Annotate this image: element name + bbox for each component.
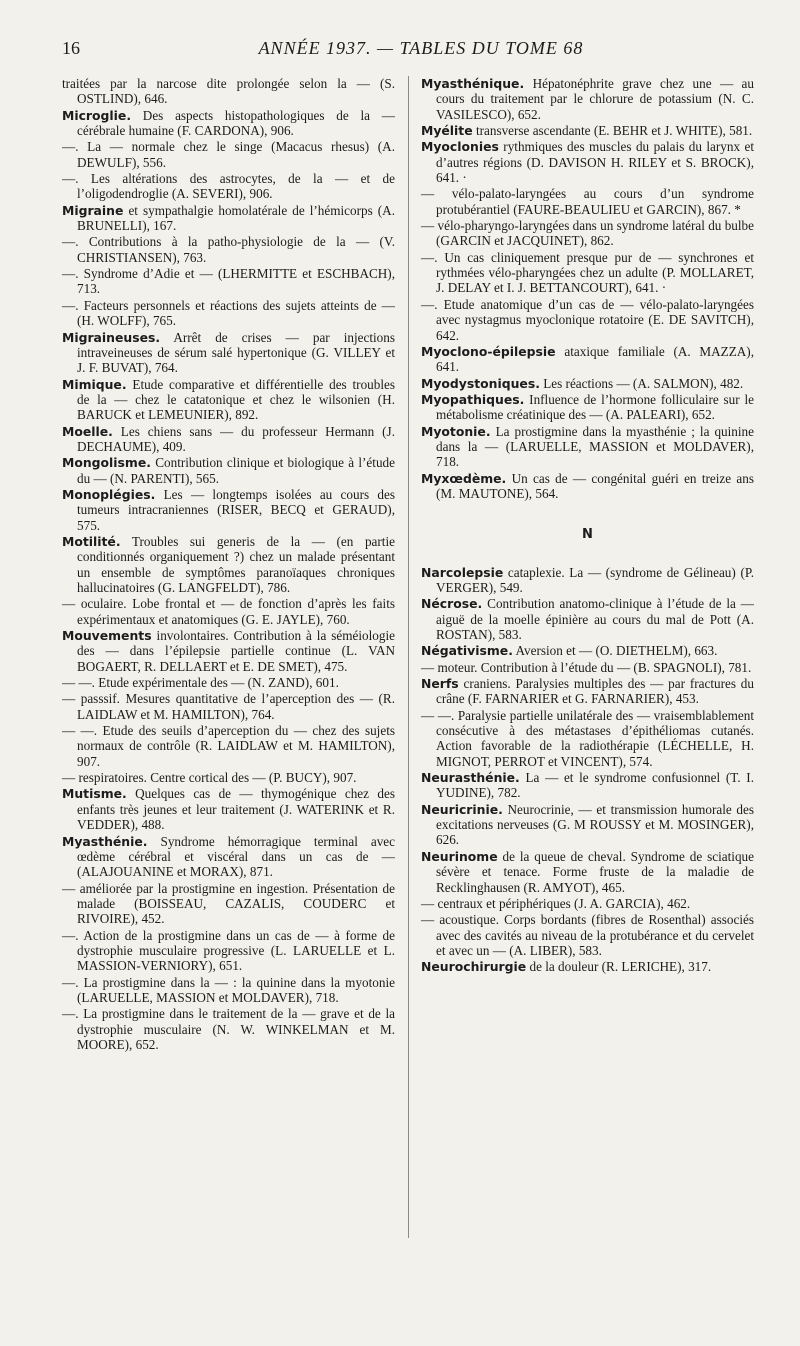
right-column-m-entries <box>421 76 754 501</box>
index-entry <box>62 596 395 627</box>
index-entry <box>62 628 395 674</box>
column-divider <box>408 76 409 1238</box>
index-entry <box>62 928 395 974</box>
entry-headword: Neurochirurgie <box>421 959 527 975</box>
index-entry <box>421 139 754 185</box>
index-entry <box>421 250 754 296</box>
entry-text: — moteur. Contribution à l’étude du — (B. SPAGNOLI), 781. <box>421 659 752 675</box>
entry-headword: Narcolepsie <box>421 564 504 580</box>
entry-text: — respiratoires. Centre cortical des — (P. BUCY), 907. <box>62 770 357 786</box>
index-entry <box>62 76 395 107</box>
index-entry <box>421 959 754 974</box>
page-header <box>62 38 780 64</box>
entry-text: cataplexie. La — (syndrome de Gélineau) (P. VERGER), 549. <box>436 564 754 595</box>
running-title: ANNÉE 1937. — TABLES DU TOME 68 <box>258 38 584 58</box>
entry-headword: Mutisme. <box>62 786 127 802</box>
entry-text: Contribution clinique et biologique à l’étude du — (N. PARENTI), 565. <box>77 455 395 486</box>
index-entry <box>62 203 395 234</box>
index-entry <box>62 786 395 832</box>
entry-text: Des aspects histopathologiques de la — cérébrale humaine (F. CARDONA), 906. <box>77 107 395 139</box>
index-entry <box>421 76 754 122</box>
entry-text: — oculaire. Lobe frontal et — de fonction d’après les faits expérimentaux et anatomiques (G. E. JAYLE), 760. <box>62 596 395 627</box>
entry-headword: Migraineuses. <box>62 329 161 345</box>
entry-headword: Neurasthénie. <box>421 770 520 786</box>
index-entry <box>62 487 395 533</box>
entry-text: Aversion et — (O. DIETHELM), 663. <box>515 643 718 659</box>
index-entry <box>62 139 395 170</box>
entry-text: Neurocrinie, — et transmission humorale des excitations nerveuses (G. M ROUSSY et M. MOSINGER), 626. <box>436 801 754 848</box>
index-entry <box>62 1006 395 1052</box>
entry-text: Quelques cas de — thymogénique chez des enfants très jeunes et leur traitement (J. WATERINK et R. VEDDER), 488. <box>77 786 395 833</box>
index-entry <box>421 896 754 911</box>
entry-headword: Neuricrinie. <box>421 801 503 817</box>
index-entry <box>62 298 395 329</box>
entry-text: — acoustique. Corps bordants (fibres de Rosenthal) associés avec des cavités au niveau de la protubérance et du cervelet et avec un — (A. LIBER), 583. <box>421 912 754 958</box>
index-entry <box>62 424 395 455</box>
right-column-n-entries <box>421 565 754 975</box>
entry-text: —. La prostigmine dans le traitement de la — grave et de la dystrophie musculaire (N. W. WINKELMAN et M. MOORE), 652. <box>62 1006 395 1052</box>
entry-text: Troubles sui generis de la — (en partie conditionnés organiquement ?) chez un malade présentant un ensemble de symptômes paranoïaques chroniques hallucinatoires (G. LANGFELDT), 786. <box>77 533 395 595</box>
index-entry <box>421 660 754 675</box>
index-entry <box>62 455 395 486</box>
entry-text: —. Action de la prostigmine dans un cas de — à forme de dystrophie musculaire progressive (L. LARUELLE et L. MASSION-VERNIORY), 651. <box>62 927 395 974</box>
entry-text: Contribution anatomo-clinique à l’étude de la — aiguë de la moelle épinière au cours du mal de Pott (A. ROSTAN), 583. <box>436 596 754 642</box>
index-entry <box>62 691 395 722</box>
entry-text: craniens. Paralysies multiples des — par fractures du crâne (F. FARNARIER et G. FARNARIER), 453. <box>436 676 754 707</box>
entry-headword: Myotonie. <box>421 423 491 439</box>
entry-text: — —. Etude expérimentale des — (N. ZAND), 601. <box>62 675 339 691</box>
entry-headword: Monoplégies. <box>62 486 156 502</box>
index-entry <box>421 596 754 642</box>
right-column <box>421 76 754 976</box>
entry-headword: Mimique. <box>62 376 127 392</box>
entry-text: ataxique familiale (A. MAZZA), 641. <box>436 343 754 375</box>
index-entry <box>62 234 395 265</box>
index-entry <box>62 171 395 202</box>
index-entry <box>62 723 395 769</box>
entry-text: —. Syndrome d’Adie et — (LHERMITTE et ESCHBACH), 713. <box>62 266 395 297</box>
entry-text: Arrêt de crises — par injections intraveineuses de sérum salé hypertonique (G. VILLEY et J. F. BUVAT), 764. <box>77 329 395 376</box>
entry-headword: Myoclonies <box>421 139 499 155</box>
entry-headword: Microglie. <box>62 107 132 123</box>
entry-text: — passsif. Mesures quantitative de l’aperception des — (R. LAIDLAW et M. HAMILTON), 764. <box>62 691 395 722</box>
index-entry <box>421 471 754 502</box>
entry-text: — vélo-palato-laryngées au cours d’un syndrome protubérantiel (FAURE-BEAULIEU et GARCIN), 867. * <box>421 186 754 217</box>
entry-text: —. La — normale chez le singe (Macacus rhesus) (A. DEWULF), 556. <box>62 139 395 170</box>
entry-text: —. Contributions à la patho-physiologie de la — (V. CHRISTIANSEN), 763. <box>62 234 395 265</box>
entry-headword: Nerfs <box>421 676 459 692</box>
entry-text: de la douleur (R. LERICHE), 317. <box>529 959 712 975</box>
entry-text: Etude comparative et différentielle des troubles de la — chez le catatonique et chez le wilsonien (H. BARUCK et LEMEUNIER), 892. <box>77 376 396 423</box>
entry-headword: Motilité. <box>62 533 121 549</box>
index-entry <box>421 676 754 707</box>
entry-text: —. La prostigmine dans la — : la quinine dans la myotonie (LARUELLE, MASSION et MOLDAVER), 718. <box>62 974 395 1005</box>
index-entry <box>62 266 395 297</box>
index-entry <box>421 123 754 138</box>
entry-text: La prostigmine dans la myasthénie ; la quinine dans la — (LARUELLE, MASSION et MOLDAVER), 718. <box>436 423 754 470</box>
entry-text: transverse ascendante (E. BEHR et J. WHITE), 581. <box>475 123 753 139</box>
index-entry <box>421 565 754 596</box>
index-entry <box>421 643 754 658</box>
index-entry <box>421 708 754 769</box>
index-entry <box>62 330 395 376</box>
entry-text: —. Un cas cliniquement presque pur de — synchrones et rythmées vélo-pharyngées chez un adulte (P. MOLLARET, J. DELAY et I. J. BETTANCOURT), 641. · <box>421 249 754 296</box>
entry-text: Les réactions — (A. SALMON), 482. <box>543 375 744 391</box>
section-letter: N <box>582 527 593 543</box>
index-entry <box>421 376 754 391</box>
index-entry <box>62 881 395 927</box>
index-entry <box>62 534 395 595</box>
entry-headword: Moelle. <box>62 423 113 439</box>
entry-text: —. Facteurs personnels et réactions des sujets atteints de — (H. WOLFF), 765. <box>62 297 395 329</box>
index-entry <box>421 186 754 217</box>
entry-text: Influence de l’hormone folliculaire sur le métabolisme créatinique des — (A. PALEARI), 652. <box>436 391 755 423</box>
index-entry <box>62 975 395 1006</box>
entry-text: —. Les altérations des astrocytes, de la — et de l’oligodendroglie (A. SEVERI), 906. <box>62 171 395 202</box>
entry-text: et sympathalgie homolatérale de l’hémicorps (A. BRUNELLI), 167. <box>77 202 395 234</box>
index-entry <box>62 675 395 690</box>
entry-headword: Myoclono-épilepsie <box>421 343 556 359</box>
index-entry <box>421 424 754 470</box>
index-entry <box>421 849 754 895</box>
entry-text: Les chiens sans — du professeur Hermann (J. DECHAUME), 409. <box>77 423 395 454</box>
entry-text: de la queue de cheval. Syndrome de sciatique sévère et tenace. Forme fruste de la maladie de Recklinghausen (R. AMYOT), 465. <box>436 848 754 895</box>
entry-text: La — et le syndrome confusionnel (T. I. YUDINE), 782. <box>436 770 754 801</box>
entry-text: traitées par la narcose dite prolongée selon la — (S. OSTLIND), 646. <box>62 76 395 107</box>
entry-headword: Nécrose. <box>421 596 483 612</box>
entry-headword: Mouvements <box>62 628 152 644</box>
page-number: 16 <box>62 38 80 58</box>
entry-headword: Myasthénie. <box>62 833 148 849</box>
entry-text: — améliorée par la prostigmine en ingestion. Présentation de malade (BOISSEAU, CAZALIS, COUDERC et RIVOIRE), 452. <box>62 880 395 927</box>
entry-headword: Myxœdème. <box>421 470 507 486</box>
index-entry <box>421 344 754 375</box>
entry-text: — vélo-pharyngo-laryngées dans un syndrome latéral du bulbe (GARCIN et JACQUINET), 862. <box>421 218 754 249</box>
entry-text: —. Etude anatomique d’un cas de — vélo-palato-laryngées avec nystagmus myoclonique rotatoire (E. DE SAVITCH), 642. <box>421 296 754 343</box>
entry-headword: Migraine <box>62 202 124 218</box>
entry-headword: Myélite <box>421 123 473 139</box>
index-entry <box>62 834 395 880</box>
entry-headword: Myodystoniques. <box>421 375 540 391</box>
entry-text: rythmiques des muscles du palais du larynx et d’autres régions (D. DAVISON H. RILEY et S. BROCK), 641. · <box>436 139 754 186</box>
index-entry <box>62 108 395 139</box>
entry-text: Un cas de — congénital guéri en treize ans (M. MAUTONE), 564. <box>436 470 754 501</box>
entry-headword: Myasthénique. <box>421 76 525 91</box>
index-entry <box>421 297 754 343</box>
entry-text: — —. Paralysie partielle unilatérale des — vraisemblablement consécutive à des métastases d’épithéliomas cutanés. Action favorable de la radiothérapie (LÉCHELLE, H. MIGNOT, PERROT et VINCENT), 574. <box>421 707 754 769</box>
index-entry <box>421 218 754 249</box>
left-column <box>62 76 395 1053</box>
entry-headword: Négativisme. <box>421 643 513 659</box>
entry-text: Les — longtemps isolées au cours des tumeurs intracraniennes (RISER, BECQ et GERAUD), 575. <box>77 486 395 533</box>
index-entry <box>421 912 754 958</box>
entry-headword: Mongolisme. <box>62 455 151 471</box>
entry-text: involontaires. Contribution à la séméiologie des — dans l’épilepsie partielle continue (L. VAN BOGAERT, R. DELLAERT et E. DE SMET), 475. <box>77 628 395 674</box>
entry-text: Hépatonéphrite grave chez une — au cours du traitement par le chlorure de potassium (N. C. VASILESCO), 652. <box>436 76 754 122</box>
index-entry <box>421 770 754 801</box>
entry-text: — —. Etude des seuils d’aperception du — chez des sujets normaux de contrôle (R. LAIDLAW et M. HAMILTON), 907. <box>62 723 395 769</box>
index-entry <box>421 392 754 423</box>
entry-text: Syndrome hémorragique terminal avec œdème cérébral et viscéral dans un cas de — (ALAJOUANINE et MORAX), 871. <box>77 833 396 880</box>
index-entry <box>62 770 395 785</box>
entry-headword: Neurinome <box>421 848 498 864</box>
entry-headword: Myopathiques. <box>421 391 525 407</box>
index-entry <box>421 802 754 848</box>
entry-text: — centraux et périphériques (J. A. GARCIA), 462. <box>421 895 691 911</box>
index-entry <box>62 377 395 423</box>
